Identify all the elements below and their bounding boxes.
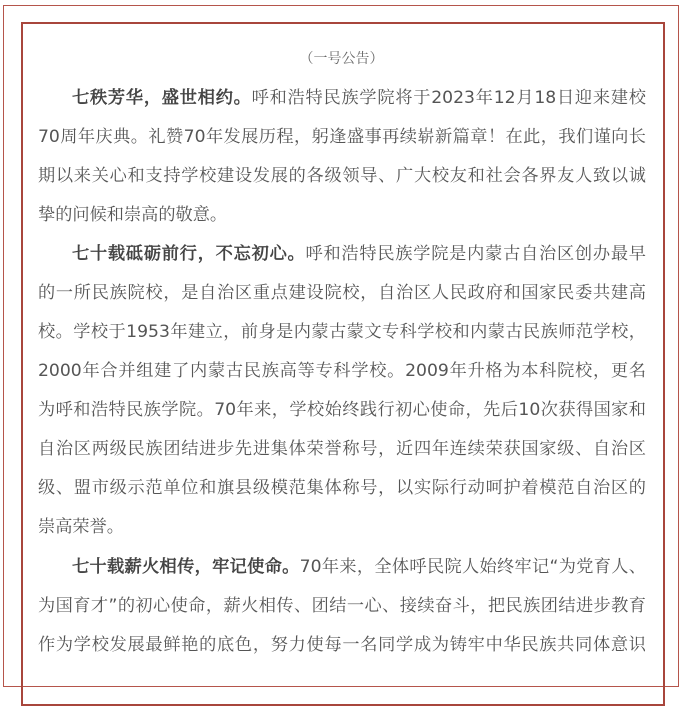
paragraph-lead: 七秩芳华，盛世相约。 <box>72 88 252 108</box>
paragraph-line <box>38 127 646 147</box>
paragraph-text: 呼和浩特民族学院将于2023年12月18日迎来建校 <box>251 88 646 108</box>
paragraph-text: 级、盟市级示范单位和旗县级模范集体称号，以实际行动呵护着模范自治区的 <box>38 478 646 498</box>
paragraph-line <box>72 557 646 577</box>
paragraph-line <box>38 478 646 498</box>
paragraph-text: 期以来关心和支持学校建设发展的各级领导、广大校友和社会各界友人致以诚 <box>38 166 646 186</box>
paragraph-text: 70周年庆典。礼赞70年发展历程，躬逢盛事再续崭新篇章！在此，我们谨向长 <box>38 127 646 147</box>
paragraph-text: 崇高荣誉。 <box>38 517 124 537</box>
paragraph-line <box>72 88 646 108</box>
paragraph-line <box>38 205 646 225</box>
paragraph-line <box>38 361 646 381</box>
paragraph-line <box>38 322 646 342</box>
paragraph-text: 作为学校发展最鲜艳的底色，努力使每一名同学成为铸牢中华民族共同体意识 <box>38 635 646 655</box>
paragraph-text: 校。学校于1953年建立，前身是内蒙古蒙文专科学校和内蒙古民族师范学校， <box>38 322 646 342</box>
paragraph-text: 挚的问候和崇高的敬意。 <box>38 205 228 225</box>
paragraph-line <box>38 439 646 459</box>
paragraph-lead: 七十载薪火相传，牢记使命。 <box>72 557 300 577</box>
paragraph-text: 为呼和浩特民族学院。70年来，学校始终践行初心使命，先后10次获得国家和 <box>38 400 646 420</box>
paragraph-line <box>38 635 646 655</box>
paragraph-lead: 七十载砥砺前行，不忘初心。 <box>72 244 306 264</box>
paragraph-text: 70年来，全体呼民院人始终牢记“为党育人、 <box>299 557 646 577</box>
paragraph-text: 的一所民族院校，是自治区重点建设院校，自治区人民政府和国家民委共建高 <box>38 283 646 303</box>
paragraph-text: 呼和浩特民族学院是内蒙古自治区创办最早 <box>305 244 646 264</box>
paragraph-line <box>38 400 646 420</box>
paragraph-text: 2000年合并组建了内蒙古民族高等专科学校。2009年升格为本科院校，更名 <box>38 361 646 381</box>
paragraph-text: 自治区两级民族团结进步先进集体荣誉称号，近四年连续荣获国家级、自治区 <box>38 439 646 459</box>
paragraph-line <box>38 596 646 616</box>
paragraph-line <box>38 166 646 186</box>
paragraph-line <box>72 244 646 264</box>
paragraph-line <box>38 517 646 537</box>
paragraph-line <box>38 283 646 303</box>
paragraph-text: 为国育才”的初心使命，薪火相传、团结一心、接续奋斗，把民族团结进步教育 <box>38 596 646 616</box>
announcement-label: （一号公告） <box>299 51 384 67</box>
